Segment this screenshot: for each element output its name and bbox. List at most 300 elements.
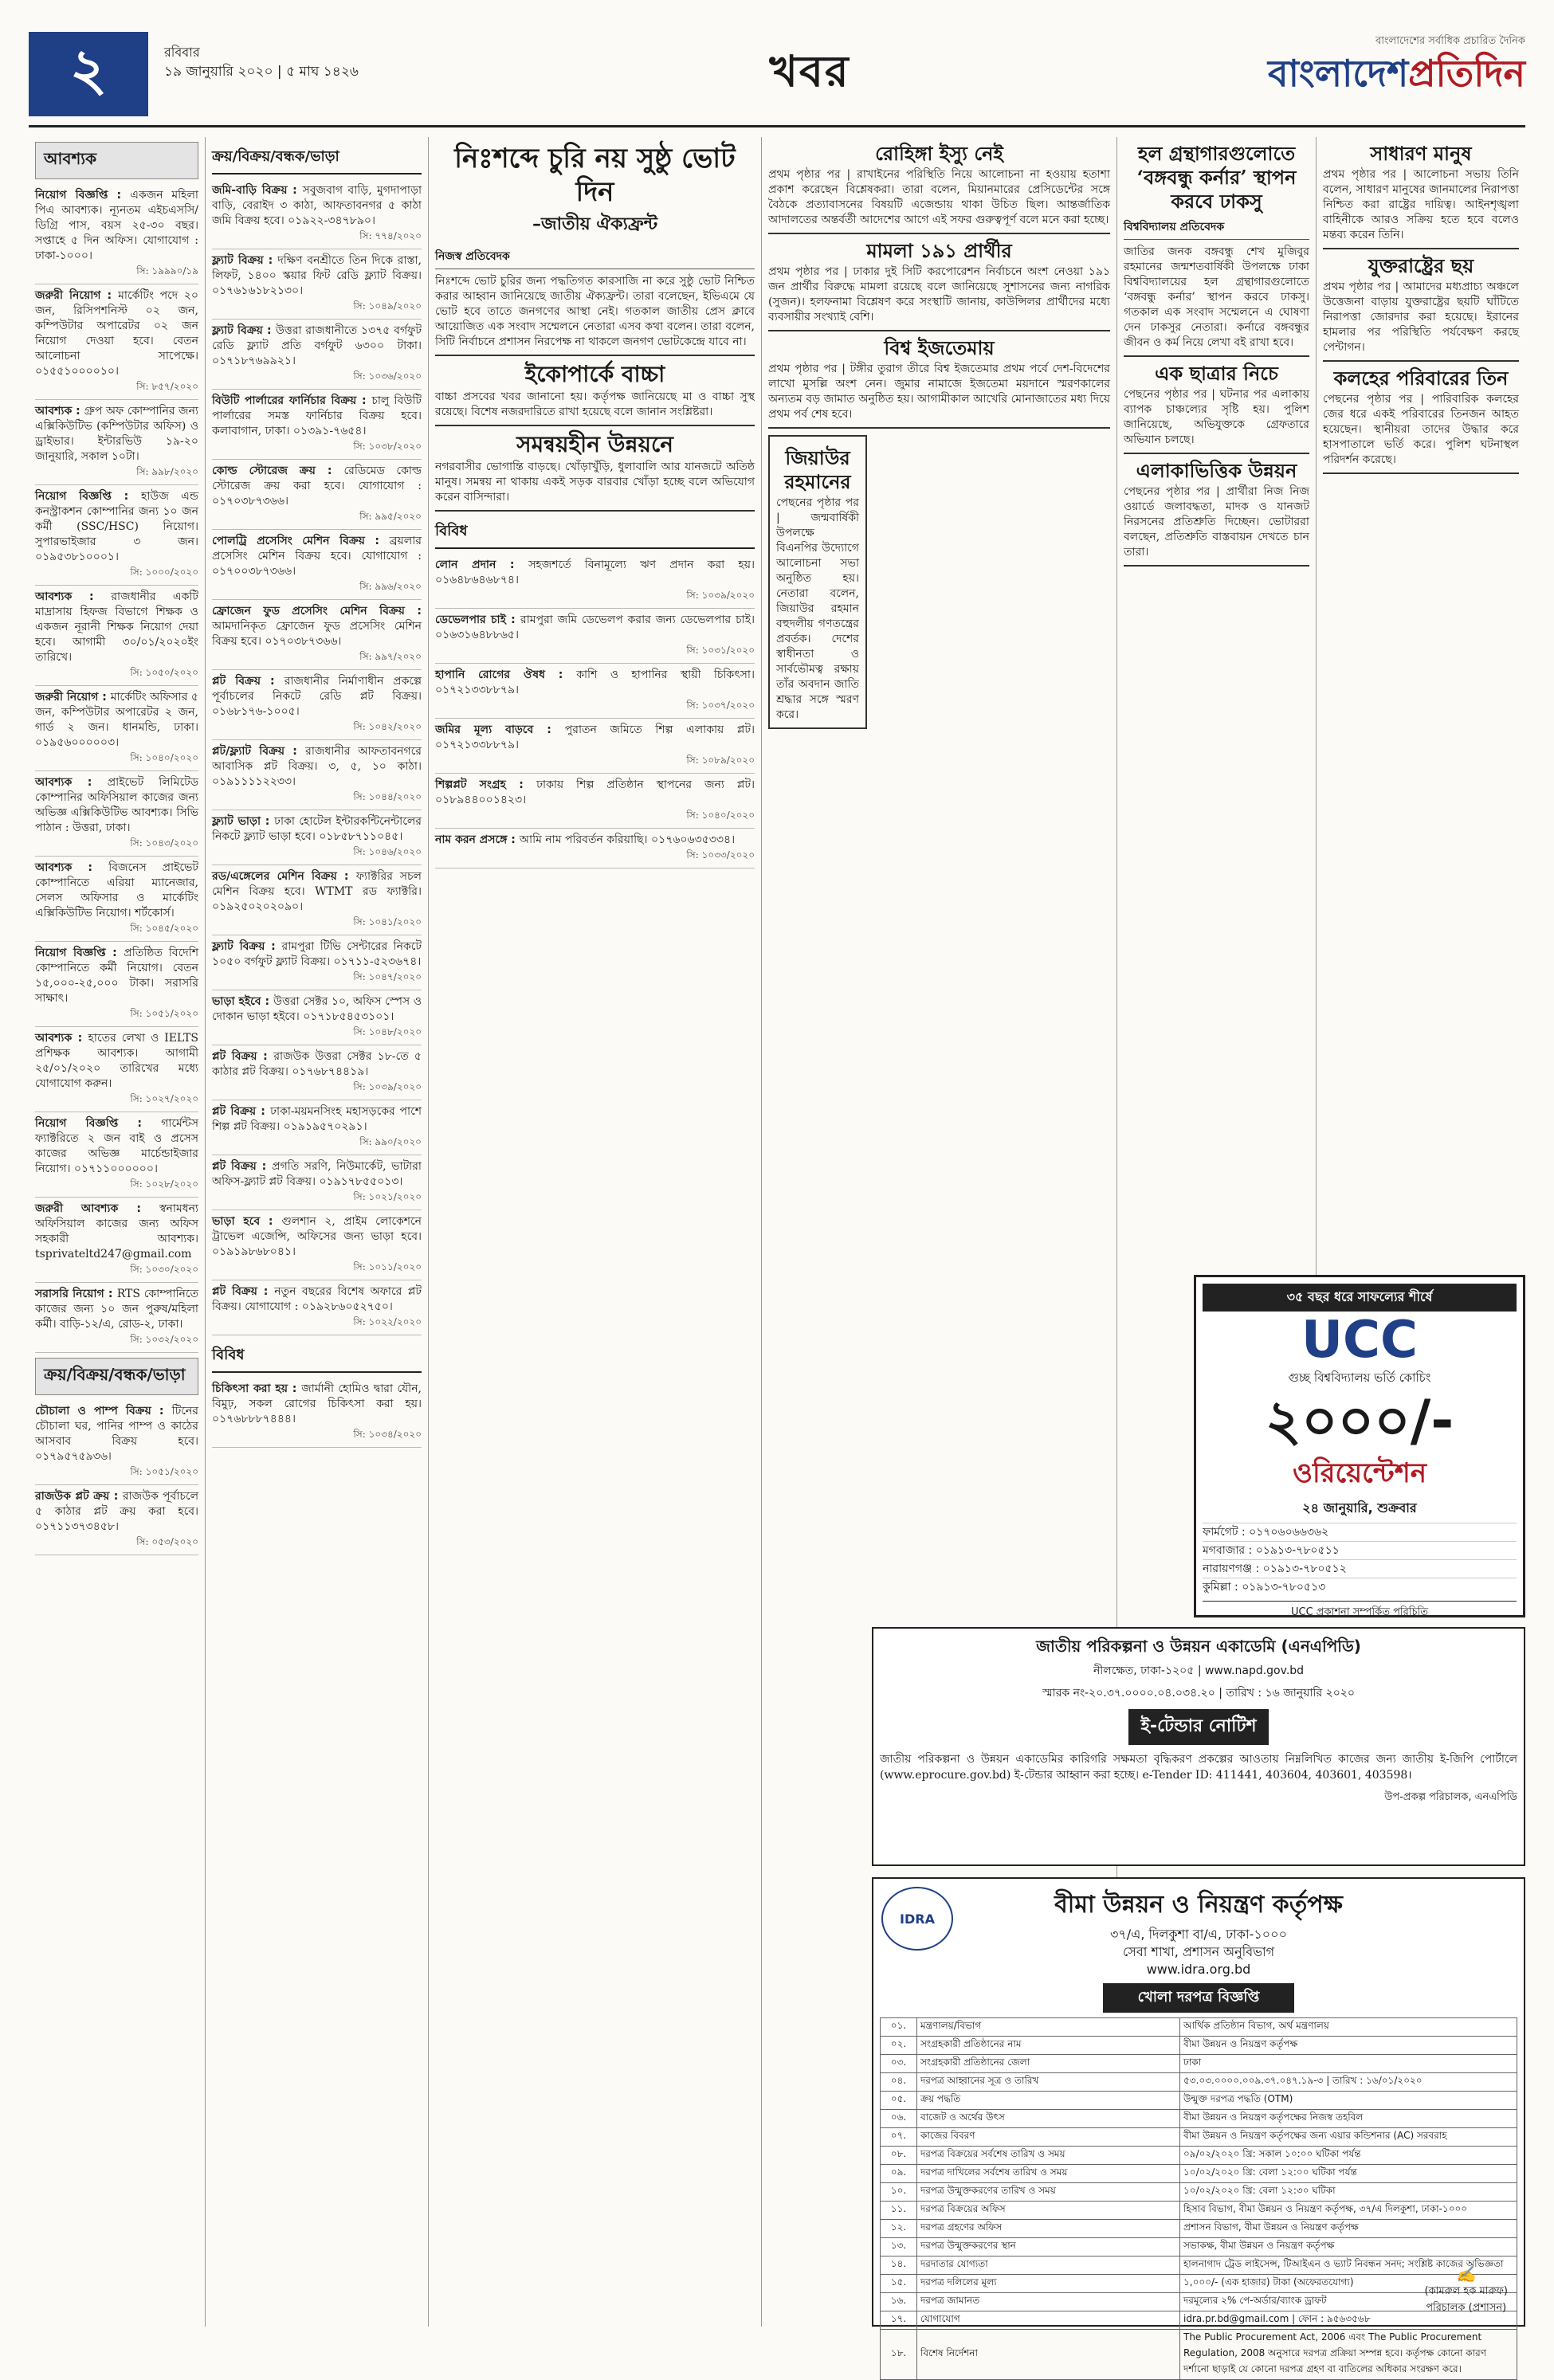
ad-keyword: জমির মূল্য বাড়বে : [435,723,565,736]
table-cell: দরপত্র গ্রহণের অফিস [917,2220,1180,2238]
ucc-footer: UCC প্রকাশনা সম্পর্কিত পরিচিতি [1203,1601,1517,1621]
classified-ad [212,990,422,1045]
ad-code: সি: ১০৩৭/২০২০ [686,700,755,711]
classified-list [212,1378,422,1448]
classified-ad [212,600,422,670]
table-cell: যোগাযোগ [917,2311,1180,2330]
section-title: খবর [769,45,850,96]
table-cell: ৫৩.০৩.০০০০.০০৯.৩৭.০৪৭.১৯-৩ | তারিখ : ১৬/০১/২০২০ [1180,2073,1517,2092]
table-cell: প্রশাসন বিভাগ, বীমা উন্নয়ন ও নিয়ন্ত্রণ কর্তৃপক্ষ [1180,2220,1517,2238]
ad-code: সি: ৯৯৫/২০২০ [359,511,422,522]
story-ijtema [768,336,1110,429]
story-headline: এক ছাত্রার নিচে [1155,362,1278,385]
classified-ad [35,1198,198,1283]
ad-keyword: পোলট্রি প্রসেসিং মেশিন বিক্রয় : [212,535,390,547]
ucc-brand: UCC [1301,1311,1418,1370]
property-classifieds-column [206,137,429,2327]
newspaper-page [29,32,1525,2374]
classified-list [35,184,198,1353]
classified-ad [435,774,755,829]
story-body: প্রথম পৃষ্ঠার পর | টঙ্গীর তুরাগ তীরে বিশ্ব ইজতেমার প্রথম পর্বে দেশ-বিদেশের লাখো মুসল্লি অংশ নেন। জুমার নামাজে ইজতেমা ময়দানে স্মরণকালের অন্যতম বড় জামাত অনুষ্ঠিত হয়। আগামীকাল আখেরি মোনাজাতের মধ্য দিয়ে প্রথম পর্ব শেষ হবে। [768,363,1110,421]
classified-ad [212,810,422,865]
classified-ad [35,771,198,857]
table-row [881,2110,1517,2128]
ad-keyword: প্লট বিক্রয় : [212,1285,275,1298]
newspaper-logo [1238,33,1525,96]
ad-keyword: ফ্ল্যাট বিক্রয় : [212,940,282,953]
ad-text: রাজউক পূর্বাচলে ৫ কাঠার প্লট ক্রয় করা হবে। ০১৭১১৩৭৩৪৫৮। [35,1490,198,1533]
idra-address: ৩৭/এ, দিলকুশা বা/এ, ঢাকা-১০০০ [1109,1927,1287,1942]
table-row [881,2275,1517,2293]
ad-code: সি: ৯৯৮/২০২০ [136,466,198,477]
ad-keyword: নিয়োগ বিজ্ঞপ্তি : [35,189,131,202]
story-library [1124,142,1309,357]
table-cell: হিসাব বিভাগ, বীমা উন্নয়ন ও নিয়ন্ত্রণ কর্তৃপক্ষ, ৩৭/এ দিলকুশা, ঢাকা-১০০০ [1180,2202,1517,2220]
ad-code: সি: ১০৪৬/২০২০ [353,846,422,857]
classified-ad [435,664,755,719]
ad-keyword: সরাসরি নিয়োগ : [35,1288,117,1300]
classified-title: ক্রয়/বিক্রয়/বন্ধক/ভাড়া [212,142,422,174]
table-row [881,2055,1517,2073]
ucc-branches [1203,1523,1517,1596]
classified-band: আবশ্যক [35,142,198,179]
story-headline: ইকোপার্কে বাচ্চা [524,361,665,387]
logo-name-b: প্রতিদিন [1408,52,1525,95]
story-body: প্রথম পৃষ্ঠার পর | রাখাইনের পরিস্থিতি নিয়ে আলোচনা না হওয়ায় হতাশা প্রকাশ করেছেন বিশ্লেষকরা। তারা বলেন, মিয়ানমারের প্রেসিডেন্টের সঙ্গে বৈঠকে প্রত্যাবাসনের বিষয়টি এজেন্ডায় থাকা উচিত ছিল। আন্তর্জাতিক আদালতের অন্তর্বর্তী আদেশের আগে এই সফর গুরুত্বপূর্ণ বলে মনে করা হচ্ছে। [768,168,1110,226]
story-usa [1323,254,1519,362]
classifieds-column [29,137,206,2327]
table-cell: সংগ্রহকারী প্রতিষ্ঠানের জেলা [917,2055,1180,2073]
ad-text: একজন মহিলা পিএ আবশ্যক। ন্যূনতম এইচএসসি/ডিগ্রি পাস, বয়স ২৫-৩০ বছর। সপ্তাহে ৫ দিন অফিস। যোগাযোগ : ঢাকা-১০০০। [35,189,198,262]
ad-text: ঢাকা হোটেল ইন্টারকন্টিনেন্টালের নিকটে ফ্ল্যাট ভাড়া হবে। ০১৮৫৮৭১১০৪৫। [212,815,422,843]
table-cell: ১৩. [881,2238,917,2256]
ad-code: সি: ১০৪১/২০২০ [353,916,422,927]
classified-list [212,179,422,1335]
classified-ad [212,249,422,320]
classified-ad [212,390,422,460]
table-cell: ০৬. [881,2110,917,2128]
classified-ad [212,179,422,249]
ad-keyword: ডেভেলপার চাই : [435,614,521,626]
misc-title: বিবিধ [212,1340,422,1373]
classified-ad [212,1045,422,1100]
table-cell: ১৪. [881,2256,917,2275]
tender-notice-label: ই-টেন্ডার নোটিশ [1128,1709,1269,1745]
ucc-badge: ৩৫ বছর ধরে সাফল্যের শীর্ষে [1203,1284,1517,1312]
table-cell: ০৯/০২/২০২০ খ্রি: সকাল ১০:০০ ঘটিকা পর্যন্ত [1180,2147,1517,2165]
ad-keyword: রড/এঙ্গেলের মেশিন বিক্রয় : [212,870,356,883]
table-cell: ১০/০২/২০২০ খ্রি: বেলা ১২:৩০ ঘটিকা [1180,2183,1517,2202]
table-cell: ক্রয় পদ্ধতি [917,2092,1180,2110]
story-byline: বিশ্ববিদ্যালয় প্রতিবেদক [1124,215,1309,240]
table-cell: বাজেট ও অর্থের উৎস [917,2110,1180,2128]
ad-code: সি: ৯৯০/২০২০ [359,1136,422,1147]
ad-text: RTS কোম্পানিতে কাজের জন্য ১০ জন পুরুষ/মহিলা কর্মী। বাড়ি-১২/এ, রোড-২, ঢাকা। [35,1288,199,1331]
classified-band: ক্রয়/বিক্রয়/বন্ধক/ভাড়া [35,1358,198,1395]
ad-code: সি: ১০৫০/২০২০ [130,667,198,678]
ad-keyword: ফ্ল্যাট ভাড়া : [212,815,275,828]
classified-ad [212,670,422,740]
table-cell: কাজের বিবরণ [917,2128,1180,2147]
ad-code: সি: ১০৪৯/২০২০ [353,300,422,312]
ad-text: পুরাতন জমিতে শিল্প এলাকায় প্লট। ০১৭২১৩৩৮৮৭৯। [435,723,755,751]
ad-keyword: আবশ্যক : [35,861,109,874]
classified-ad [35,686,198,771]
table-row [881,2128,1517,2147]
table-cell: ১২. [881,2220,917,2238]
ad-code: সি: ০৫৩/২০২০ [136,1536,198,1547]
table-cell: ০৫. [881,2092,917,2110]
ad-keyword: নিয়োগ বিজ্ঞপ্তি : [35,947,124,959]
ad-code: সি: ১০৩১/২০২০ [686,645,755,656]
classified-ad [212,935,422,990]
table-cell: বীমা উন্নয়ন ও নিয়ন্ত্রণ কর্তৃপক্ষের নিজস্ব তহবিল [1180,2110,1517,2128]
table-cell: দরপত্র দলিলের মূল্য [917,2275,1180,2293]
ucc-price: ২০০০/- [1265,1388,1454,1453]
table-cell: দরপত্র দাখিলের সর্বশেষ তারিখ ও সময় [917,2165,1180,2183]
story-body: পেছনের পৃষ্ঠার পর | পারিবারিক কলহের জের ধরে একই পরিবারের তিনজন আহত হয়েছেন। স্থানীয়রা তাদের উদ্ধার করে হাসপাতালে ভর্তি করে। পুলিশ ঘটনাস্থল পরিদর্শন করেছে। [1323,393,1519,466]
ad-keyword: লোন প্রদান : [435,559,529,571]
classified-ad [435,609,755,664]
ad-keyword: হাপানি রোগের ঔষধ : [435,669,577,681]
ad-code: সি: ১০২৮/২০২০ [130,1178,198,1190]
ad-code: সি: ১০২১/২০২০ [353,1191,422,1202]
table-cell: ১০. [881,2183,917,2202]
ucc-when: ২৪ জানুয়ারি, শুক্রবার [1302,1500,1417,1515]
table-row [881,2165,1517,2183]
classified-ad [212,865,422,935]
table-row [881,2311,1517,2330]
classified-ad [212,740,422,810]
ad-keyword: বিউটি পার্লারের ফার্নিচার বিক্রয় : [212,394,372,407]
story-dev [435,431,755,512]
ad-keyword: প্লট বিক্রয় : [212,1105,271,1118]
ad-text: রামপুরা টিভি সেন্টারের নিকটে ১০৫০ বর্গফুট ফ্ল্যাট বিক্রয়। ০১৭১১-৫২৩৬৭৪। [212,940,422,968]
story-body: পেছনের পৃষ্ঠার পর | ঘটনার পর এলাকায় ব্যাপক চাঞ্চল্যের সৃষ্টি হয়। পুলিশ জানিয়েছে, অভিযুক্তকে গ্রেফতারে অভিযান চলছে। [1124,388,1309,446]
table-row [881,2147,1517,2165]
page-number: ২ [29,32,148,116]
story-region [1124,459,1309,567]
story-191 [768,239,1110,331]
table-row [881,2220,1517,2238]
idra-sig-name: (কামরুল হক মারুফ) [1424,2285,1508,2297]
classified-ad [212,530,422,600]
ad-code: সি: ১০১১/২০২০ [353,1261,422,1272]
ad-code: সি: ১০৪০/২০২০ [130,752,198,763]
classified-ad [35,400,198,485]
classified-ad [212,1155,422,1210]
ad-code: সি: ৯৯৭/২০২০ [359,651,422,662]
ucc-orientation: ওরিয়েন্টেশন [1293,1457,1426,1489]
ucc-branch: ফার্মগেট : ০১৭০৬০৬৬৩৬২ [1203,1523,1517,1541]
table-cell: ১৫. [881,2275,917,2293]
classified-ad [212,320,422,390]
ad-text: প্রতিষ্ঠিত বিদেশি কোম্পানিতে কর্মী নিয়োগ। বেতন ১৫,০০০-২৫,০০০ টাকা। সরাসরি সাক্ষাৎ। [35,947,198,1005]
ad-code: সি: ১০৫১/২০২০ [130,1466,198,1477]
ad-code: সি: ১৯৯৯০/১৯ [136,265,198,276]
ad-text: ফ্যাক্টরির সচল মেশিন বিক্রয় হবে। WTMT রড ফ্যাক্টরি। ০১৯২৫০২০২০৯০। [212,870,422,913]
idra-tender-notice [872,1877,1525,2374]
ad-text: আমদানিকৃত ফ্রোজেন ফুড প্রসেসিং মেশিন বিক্রয় হবে। ০১৭০৩৮৭৩৬৬। [212,620,422,648]
table-row [881,2092,1517,2110]
ucc-branch: কুমিল্লা : ০১৯১৩-৭৮০৫১৩ [1203,1578,1517,1596]
logo-name [1238,50,1525,96]
classified-ad [35,1485,198,1555]
story-body: পেছনের পৃষ্ঠার পর | প্রার্থীরা নিজ নিজ ওয়ার্ডে জলাবদ্ধতা, মাদক ও যানজট নিরসনের প্রতিশ্রুতি দিচ্ছেন। ভোটাররা বলছেন, প্রতিশ্রুতি বাস্তবায়ন দেখতে চান তারা। [1124,485,1309,559]
tender-address: নীলক্ষেত, ঢাকা-১২০৫ | www.napd.gov.bd [1093,1664,1305,1677]
news-column-right [1317,137,1525,1267]
ad-text: রেডিমেড কোল্ড স্টোরেজ ক্রয় করা হবে। যোগাযোগ : ০১৭০৩৮৭৩৬৬। [212,465,422,508]
ad-code: সি: ১০৩৪/২০২০ [353,1429,422,1440]
table-cell: সভাকক্ষ, বীমা উন্নয়ন ও নিয়ন্ত্রণ কর্তৃপক্ষ [1180,2238,1517,2256]
ad-text: প্রাইভেট লিমিটেড কোম্পানির অফিসিয়াল কাজের জন্য অভিজ্ঞ এক্সিকিউটিভ আবশ্যক। সিভি পাঠান : উত্তরা, ঢাকা। [35,776,198,834]
classified-ad [212,1210,422,1280]
ad-code: সি: ১০৩০/২০২০ [130,1264,198,1275]
classified-list [435,554,755,868]
ad-text: কাশি ও হাপানির স্থায়ী চিকিৎসা। ০১৭২১৩৩৮৮৭৯। [435,669,755,696]
table-row [881,2202,1517,2220]
story-headline: রোহিঙ্গা ইস্যু নেই [875,142,1003,165]
table-cell: দরদাতার যোগ্যতা [917,2256,1180,2275]
table-cell: ১৮. [881,2330,917,2380]
ad-code: সি: ১০৪৪/২০২০ [353,791,422,802]
story-headline: বিশ্ব ইজতেমায় [884,336,995,359]
table-cell: ০৮. [881,2147,917,2165]
ad-keyword: চিকিৎসা করা হয় : [212,1382,302,1395]
table-cell: ১১. [881,2202,917,2220]
story-body: পেছনের পৃষ্ঠার পর | জন্মবার্ষিকী উপলক্ষে বিএনপির উদ্যোগে আলোচনা সভা অনুষ্ঠিত হয়। নেতারা বলেন, জিয়াউর রহমান বহুদলীয় গণতন্ত্রের প্রবর্তক। দেশের স্বাধীনতা ও সার্বভৌমত্ব রক্ষায় তাঁর অবদান জাতি শ্রদ্ধার সঙ্গে স্মরণ করে। [776,496,859,721]
ucc-branch: মগবাজার : ০১৯১৩-৭৮০৫১১ [1203,1541,1517,1559]
ad-text: গুলশান ২, প্রাইম লোকেশনে ট্রাভেল এজেন্সি, অফিসের জন্য ভাড়া হবে। ০১৯১৯৮৬৮০৪১। [212,1215,422,1258]
misc-title: বিবিধ [435,516,755,549]
ad-keyword: আবশ্যক : [35,405,84,418]
ad-keyword: প্লট/ফ্ল্যাট বিক্রয় : [212,745,306,758]
ad-code: সি: ৯৯৬/২০২০ [359,581,422,592]
ad-text: গার্মেন্টস ফ্যাক্টরিতে ২ জন বাই ও প্রসেস কাজের অভিজ্ঞ মার্চেন্ডাইজার নিয়োগ। ০১৭১১০০০০০০। [35,1117,198,1175]
ad-text: সহজশর্তে বিনামূল্যে ঋণ প্রদান করা হয়। ০১৬৪৮৬৪৬৮৭৪। [435,559,755,586]
ad-code: সি: ১০৩৬/২০২০ [353,371,422,382]
idra-signature [1424,2264,1508,2317]
table-cell: দরপত্র আহ্বানের সূত্র ও তারিখ [917,2073,1180,2092]
issue-date [164,43,359,81]
classified-ad [35,1027,198,1112]
story-byline: নিজস্ব প্রতিবেদক [435,245,755,269]
tender-department: জাতীয় পরিকল্পনা ও উন্নয়ন একাডেমি (এনএপিডি) [1036,1637,1361,1656]
ucc-branch: নারায়ণগঞ্জ : ০১৯১৩-৭৮০৫১২ [1203,1559,1517,1578]
story-clash [1323,367,1519,474]
classified-ad [212,1100,422,1155]
vote-story-column [429,137,762,2327]
story-common [1323,142,1519,249]
story-body: নিঃশব্দে ভোট চুরির জন্য পদ্ধতিগত কারসাজি না করে সুষ্ঠু ভোট নিশ্চিত করার আহ্বান জানিয়েছে জাতীয় ঐক্যফ্রন্ট। তারা বলেছেন, ইভিএমে যে ভোট হবে তাতে জনগণের আস্থা নেই। গতকাল জাতীয় প্রেস ক্লাবে আয়োজিত এক সংবাদ সম্মেলনে নেতারা এসব কথা বলেন। তারা বলেন, সিটি নির্বাচনে প্রশাসন নিরপেক্ষ না থাকলে জনগণ ভোটকেন্দ্রে যাবে না। [435,275,755,348]
tender-body: জাতীয় পরিকল্পনা ও উন্নয়ন একাডেমির কারিগরি সক্ষমতা বৃদ্ধিকরণ প্রকল্পের আওতায় নিম্নলিখিত কাজের জন্য জাতীয় ই-জিপি পোর্টালে (www.eprocure.gov.bd) ই-টেন্ডার আহ্বান করা হচ্ছে। e-Tender ID: 411441, 403604, 403601, 403598। [880,1753,1517,1782]
table-cell: দরপত্র জামানত [917,2293,1180,2311]
table-cell: দরপত্র বিক্রয়ের অফিস [917,2202,1180,2220]
idra-title: খোলা দরপত্র বিজ্ঞপ্তি [1103,1983,1294,2013]
idra-website: www.idra.org.bd [1146,1962,1251,1977]
table-cell: ০৯. [881,2165,917,2183]
table-cell: দরপত্র উন্মুক্তকরণের তারিখ ও সময় [917,2183,1180,2202]
story-subhead: –জাতীয় ঐক্যফ্রন্ট [532,214,658,234]
classified-ad [435,719,755,774]
idra-address-2: সেবা শাখা, প্রশাসন অনুবিভাগ [1122,1944,1275,1959]
table-cell: আর্থিক প্রতিষ্ঠান বিভাগ, অর্থ মন্ত্রণালয় [1180,2018,1517,2037]
story-vote [435,142,755,356]
ad-text: রাজধানীর একটি মাদ্রাসায় হিফজ বিভাগে শিক্ষক ও একজন নূরানী শিক্ষক নিয়োগ দেয়া হবে। আগামী ৩০/০১/২০২০ইং তারিখে। [35,590,198,664]
table-row [881,2238,1517,2256]
classified-ad [35,184,198,284]
ad-code: সি: ১০৫১/২০২০ [130,1008,198,1019]
ad-code: সি: ১০৩৮/২০২০ [353,441,422,452]
story-zia [768,435,867,729]
ad-code: সি: ৮৫৭/২০২০ [136,381,198,392]
story-headline: হল গ্রন্থাগারগুলোতে ‘বঙ্গবন্ধু কর্নার’ স্থাপন করবে ঢাকসু [1136,142,1297,213]
table-cell: ০৪. [881,2073,917,2092]
ad-keyword: জরুরী নিয়োগ : [35,691,111,704]
table-cell: বীমা উন্নয়ন ও নিয়ন্ত্রণ কর্তৃপক্ষের জন্য এয়ার কন্ডিশনার (AC) সরবরাহ [1180,2128,1517,2147]
logo-name-a: বাংলাদেশ [1267,52,1409,95]
table-row [881,2183,1517,2202]
ad-code: সি: ১০২৭/২০২০ [130,1093,198,1104]
ad-code: সি: ১০৪৭/২০২০ [353,971,422,982]
table-row [881,2018,1517,2037]
ucc-advertisement [1194,1275,1525,1617]
ad-keyword: ফ্ল্যাট বিক্রয় : [212,254,278,267]
ad-code: সি: ১০৩২/২০২০ [130,1334,198,1345]
ad-code: সি: ১০৪২/২০২০ [353,721,422,732]
ad-keyword: নিয়োগ বিজ্ঞপ্তি : [35,490,141,503]
table-row [881,2293,1517,2311]
ad-keyword: প্লট বিক্রয় : [212,675,285,688]
classified-ad [35,1112,198,1198]
table-row [881,2330,1517,2380]
ad-keyword: জরুরী আবশ্যক : [35,1202,160,1215]
issue-day: রবিবার [164,45,200,60]
ad-text: হাতের লেখা ও IELTS প্রশিক্ষক আবশ্যক। আগামী ২৫/০১/২০২০ তারিখের মধ্যে যোগাযোগ করুন। [35,1032,198,1090]
ad-code: সি: ১০৩৩/২০২০ [686,849,755,861]
classified-ad [35,1400,198,1485]
table-cell: ১০/০২/২০২০ খ্রি: বেলা ১২:০০ ঘটিকা পর্যন্ত [1180,2165,1517,2183]
ad-text: মার্কেটিং অফিসার ৫ জন, কম্পিউটার অপারেটর ২ জন, গার্ড ২ জন। ধানমন্ডি, ঢাকা। ০১৯৫৬০০০০০৩। [35,691,198,749]
ad-text: জার্মানী হোমিও দ্বারা যৌন, বিমুঢ়, সকল রোগের চিকিৎসা করা হয়। ০১৭৬৮৮৮৭৪৪৪। [212,1382,422,1425]
table-cell: ১৬. [881,2293,917,2311]
signature-icon: ✍ [1456,2264,1477,2284]
table-cell: দরমূল্যের ২% পে-অর্ডার/ব্যাংক ড্রাফট [1180,2293,1517,2311]
ucc-subtitle: গুচ্ছ বিশ্ববিদ্যালয় ভর্তি কোচিং [1288,1370,1431,1385]
ad-keyword: কোল্ড স্টোরেজ ক্রয় : [212,465,344,477]
ad-code: সি: ১০২২/২০২০ [353,1316,422,1327]
classified-list [35,1400,198,1555]
ad-code: সি: ১০৪৮/২০২০ [353,1026,422,1037]
classified-ad [35,586,198,686]
ad-keyword: নাম করন প্রসঙ্গে : [435,833,520,846]
ad-text: উত্তরা সেক্টর ১০, অফিস স্পেস ও দোকান ভাড়া হইবে। ০১৭১৮৫৪৫৩১০১। [212,995,422,1023]
table-cell: idra.pr.bd@gmail.com | ফোন : ৯৫৬৩৫৬৮ [1180,2311,1517,2330]
etender-notice [872,1627,1525,1866]
classified-ad [35,1283,198,1353]
story-headline: সমন্বয়হীন উন্নয়নে [516,431,673,457]
story-headline: নিঃশব্দে চুরি নয় সুষ্ঠু ভোট দিন [454,143,736,208]
classified-ad [435,554,755,609]
ad-code: সি: ১০৪৫/২০২০ [130,923,198,934]
ad-text: স্বনামধন্য অফিসিয়াল কাজের জন্য অফিস সহকারী আবশ্যক। tsprivateltd247@gmail.com [35,1202,198,1261]
ad-text: ব্রয়লার প্রসেসিং মেশিন বিক্রয় হবে। যোগাযোগ : ০১৭০০৩৮৭৩৬৬। [212,535,422,578]
table-cell: দরপত্র উন্মুক্তকরণের স্থান [917,2238,1180,2256]
ad-text: ঢাকায় শিল্প প্রতিষ্ঠান স্থাপনের জন্য প্লট। ০১৮৯৪৪০০১৪২৩। [435,778,755,806]
table-cell: The Public Procurement Act, 2006 এবং The Public Procurement Regulation, 2008 অনুসারে দরপত্র প্রক্রিয়া সম্পন্ন হবে। কর্তৃপক্ষ কোনো কারণ দর্শানো ছাড়াই যে কোনো দরপত্র গ্রহণ বা বাতিলের অধিকার সংরক্ষণ করে। [1180,2330,1517,2380]
ad-code: সি: ১০৪৩/২০২০ [130,837,198,849]
idra-sig-title: পরিচালক (প্রশাসন) [1426,2302,1507,2314]
story-student [1124,362,1309,454]
ad-code: সি: ১০০০/২০২০ [130,567,198,578]
story-eco [435,361,755,426]
classified-ad [35,857,198,942]
table-cell: ১৭. [881,2311,917,2330]
ad-keyword: শিল্পপ্লট সংগ্রহ : [435,778,537,791]
ad-text: চালু বিউটি পার্লারের সমস্ত ফার্নিচার বিক্রয় হবে। কলাবাগান, ঢাকা। ০১৩৯১-৭৬৫৪। [212,394,422,437]
story-headline: মামলা ১৯১ প্রার্থীর [866,239,1012,262]
story-body: নগরবাসীর ভোগান্তি বাড়ছে। খোঁড়াখুঁড়ি, ধুলাবালি আর যানজটে অতিষ্ঠ মানুষ। সমন্বয় না থাকায় একই সড়ক বারবার খোঁড়া হচ্ছে বলে অভিযোগ করেন বাসিন্দারা। [435,461,755,504]
ad-keyword: নিয়োগ বিজ্ঞপ্তি : [35,1117,162,1130]
ad-keyword: চৌচালা ও পাম্প বিক্রয় : [35,1405,172,1417]
ad-text: রাজউক উত্তরা সেক্টর ১৮-তে ৫ কাঠার প্লট বিক্রয়। ০১৭৬৮৭৪৪১৯। [212,1050,422,1078]
ad-text: ঢাকা-ময়মনসিংহ মহাসড়কের পাশে শিল্প প্লট বিক্রয়। ০১৯১৯৫৭০২৯১। [212,1105,422,1133]
ad-text: বিজনেস প্রাইভেট কোম্পানিতে এরিয়া ম্যানেজার, সেলস অফিসার ও মার্কেটিং এক্সিকিউটিভ নিয়োগ। শর্টকোর্স। [35,861,199,919]
classified-ad [35,485,198,586]
story-body: প্রথম পৃষ্ঠার পর | আমাদের মধ্যপ্রাচ্য অঞ্চলে উত্তেজনা বাড়ায় যুক্তরাষ্ট্রের ছয়টি ঘাঁটিতে নিরাপত্তা জোরদার করা হয়েছে। ইরানের হামলার পর পরিস্থিতি পর্যবেক্ষণ করছে পেন্টাগন। [1323,280,1519,354]
classified-ad [212,460,422,530]
table-cell: বিশেষ নির্দেশনা [917,2330,1180,2380]
ad-text: আমি নাম পরিবর্তন করিয়াছি। ০১৭৬০৬৩৫৩৩৪। [519,833,736,846]
ad-text: দক্ষিণ বনশ্রীতে তিন দিকে রাস্তা, লিফট, ১৪০০ স্কয়ার ফিট রেডি ফ্ল্যাট বিক্রয়। ০১৭৬১৬১৮২১৩০। [212,254,422,297]
ad-text: নতুন বছরের বিশেষ অফারে প্লট বিক্রয়। যোগাযোগ : ০১৯২৮৬০৫২৭৫০। [212,1285,422,1313]
idra-org: বীমা উন্নয়ন ও নিয়ন্ত্রণ কর্তৃপক্ষ [1054,1891,1343,1919]
classified-ad [435,829,755,868]
ad-keyword: আবশ্যক : [35,1032,88,1045]
ad-text: সবুজবাগ বাড়ি, মুগদাপাড়া বাড়ি, বেরাইদ ৩ কাঠা, আফতাবনগর ৫ কাঠা জমি বিক্রয় হবে। ০১৯২২-৩৪৭৮৯০। [212,184,422,227]
classified-ad [212,1378,422,1448]
story-body: প্রথম পৃষ্ঠার পর | আলোচনা সভায় তিনি বলেন, সাধারণ মানুষের জানমালের নিরাপত্তা নিশ্চিত করা রাষ্ট্রের দায়িত্ব। আইনশৃঙ্খলা বাহিনীকে আরও সক্রিয় হতে হবে বলেও মন্তব্য করেন তিনি। [1323,168,1519,241]
table-cell: ঢাকা [1180,2055,1517,2073]
table-cell: সংগ্রহকারী প্রতিষ্ঠানের নাম [917,2037,1180,2055]
ad-text: উত্তরা রাজধানীতে ১৩৭৫ বর্গফুট রেডি ফ্ল্যাট প্রতি বর্গফুট ৬৩০০ টাকা। ০১৭১৮৭৬৯৯২১। [212,324,422,367]
ad-keyword: আবশ্যক : [35,590,112,603]
ad-keyword: জমি-বাড়ি বিক্রয় : [212,184,303,197]
ad-keyword: প্লট বিক্রয় : [212,1160,273,1173]
ad-keyword: ভাড়া হইবে : [212,995,274,1008]
ad-code: সি: ৭৭৪/২০২০ [359,230,422,241]
issue-date-text: ১৯ জানুয়ারি ২০২০ | ৫ মাঘ ১৪২৬ [164,64,359,80]
ad-code: সি: ১০৩৯/২০২০ [686,590,755,601]
table-row [881,2073,1517,2092]
tender-memo: স্মারক নং-২০.৩৭.০০০০.০৪.০৩৪.২০ | তারিখ : ১৬ জানুয়ারি ২০২০ [1042,1687,1356,1700]
classified-ad [35,284,198,400]
ad-keyword: রাজউক প্লট ক্রয় : [35,1490,123,1503]
ad-code: সি: ১০৩৯/২০২০ [353,1081,422,1092]
story-body: বাচ্চা প্রসবের খবর জানানো হয়। কর্তৃপক্ষ জানিয়েছে মা ও বাচ্চা সুস্থ রয়েছে। বিশেষ নজরদারিতে রাখা হয়েছে বলে জানান সংশ্লিষ্টরা। [435,390,755,418]
table-row [881,2256,1517,2275]
ad-keyword: জরুরী নিয়োগ : [35,289,119,302]
table-cell: বীমা উন্নয়ন ও নিয়ন্ত্রণ কর্তৃপক্ষ [1180,2037,1517,2055]
classified-ad [35,942,198,1027]
ad-text: রাজধানীর নির্মাণাধীন প্রকল্পে পূর্বাচলের নিকটে রেডি প্লট বিক্রয়। ০১৬৮১৭৬-১০০৫। [212,675,422,718]
masthead [29,32,1525,127]
classified-ad [212,1280,422,1335]
story-body: জাতির জনক বঙ্গবন্ধু শেখ মুজিবুর রহমানের জন্মশতবার্ষিকী উপলক্ষে ঢাকা বিশ্ববিদ্যালয়ের হল গ্রন্থাগারগুলোতে ‘বঙ্গবন্ধু কর্নার’ স্থাপন করবে ঢাকসু। গতকাল এক সংবাদ সম্মেলনে এ ঘোষণা দেন ঢাকসুর নেতারা। কর্নারে বঙ্গবন্ধুর জীবন ও কর্ম নিয়ে লেখা বই রাখা হবে। [1124,245,1309,349]
story-headline: এলাকাভিত্তিক উন্নয়ন [1136,459,1297,482]
table-cell: উন্মুক্ত দরপত্র পদ্ধতি (OTM) [1180,2092,1517,2110]
table-cell: মন্ত্রণালয়/বিভাগ [917,2018,1180,2037]
